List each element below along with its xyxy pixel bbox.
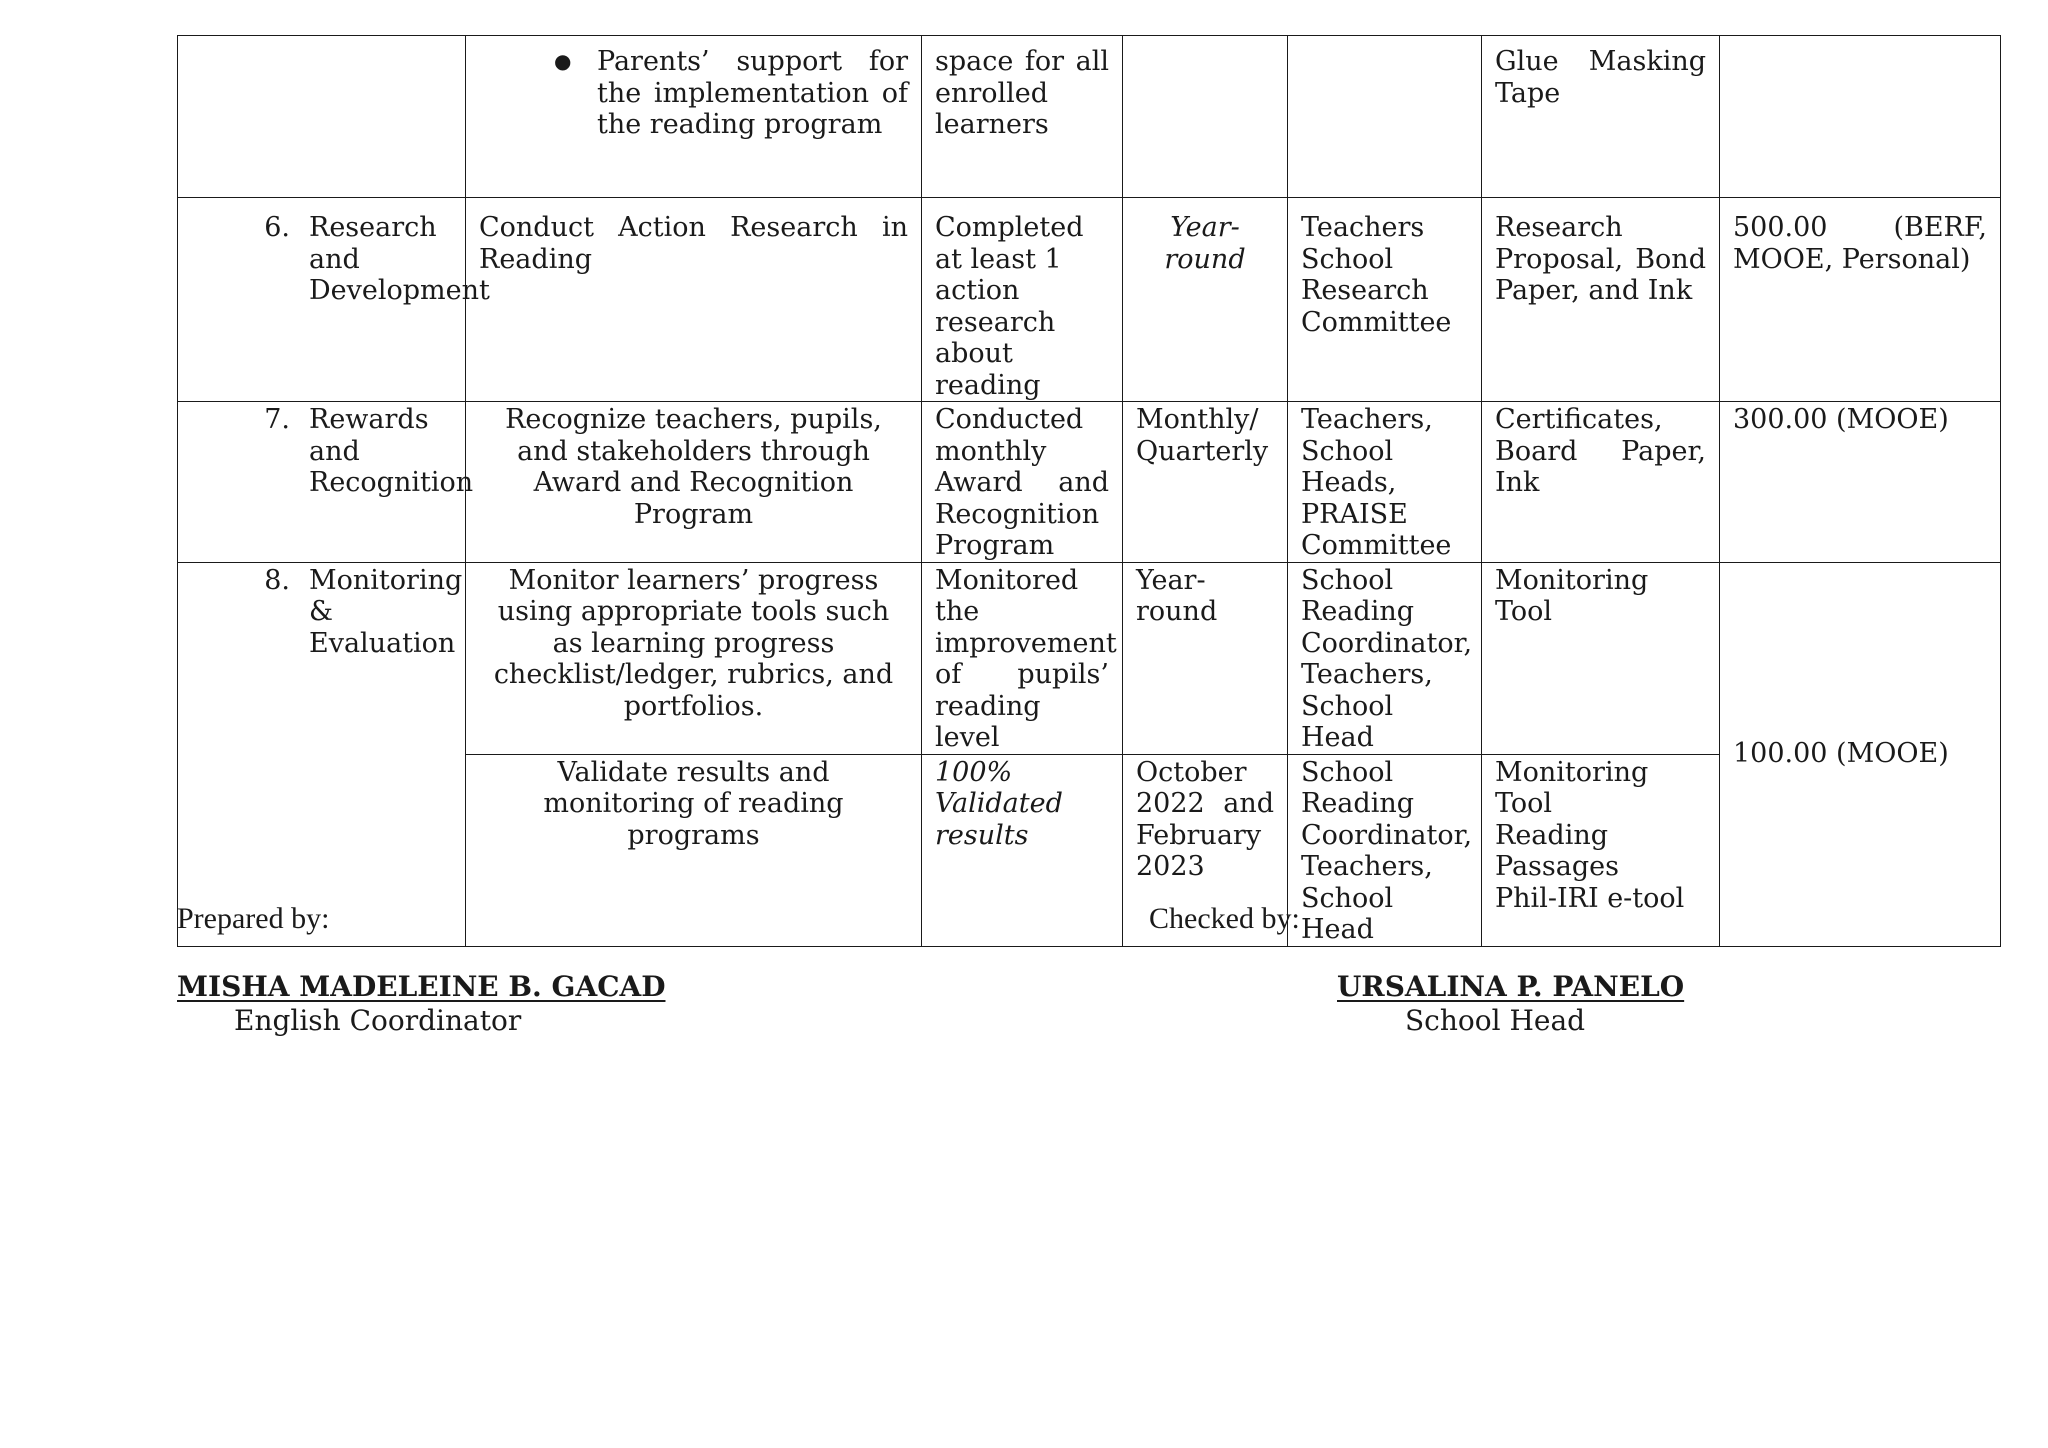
time-frame-cell (1123, 36, 1288, 198)
persons-cell: Teachers, School Heads, PRAISE Committee (1288, 402, 1482, 563)
resources-cell: Certificates, Board Paper, Ink (1482, 402, 1720, 563)
item-number: 6. (264, 212, 290, 243)
area-text: Research and Development (309, 212, 490, 306)
budget-cell: 300.00 (MOOE) (1720, 402, 2001, 563)
resources-cell: Monitoring Tool (1482, 562, 1720, 754)
strategy-cell: Monitor learners’ progress using appropriate tools such as learning progress checklist/ledger, rubrics, and portfolios. (466, 562, 922, 754)
budget-cell (1720, 36, 2001, 198)
persons-cell: School Reading Coordinator, Teachers, School Head (1288, 562, 1482, 754)
checked-by-name: URSALINA P. PANELO (1337, 970, 1685, 1003)
action-plan-table (177, 35, 2001, 947)
time-frame-cell: Year-round (1123, 562, 1288, 754)
table-row (178, 36, 2001, 198)
resources-cell: Glue Masking Tape (1482, 36, 1720, 198)
resources-cell (1482, 754, 1720, 946)
prepared-by-position: English Coordinator (234, 1004, 522, 1037)
indicator-cell: space for all enrolled learners (922, 36, 1123, 198)
budget-cell: 100.00 (MOOE) (1720, 562, 2001, 946)
persons-cell (1288, 36, 1482, 198)
resource-line: Monitoring Tool (1495, 756, 1649, 819)
persons-cell: Teachers School Research Committee (1288, 198, 1482, 402)
strategy-cell: Conduct Action Research in Reading (466, 198, 922, 402)
resource-line: Phil-IRI e-tool (1495, 882, 1685, 914)
area-cell (178, 198, 490, 402)
prepared-by-name: MISHA MADELEINE B. GACAD (177, 970, 666, 1003)
persons-cell: School Reading Coordinator, Teachers, School Head (1288, 754, 1482, 946)
area-text: Rewards and Recognition (309, 404, 474, 498)
table-row (178, 198, 2001, 402)
strategy-bullet (479, 46, 908, 141)
resource-line: Reading Passages (1495, 819, 1619, 882)
indicator-cell: Completed at least 1 action research about reading (922, 198, 1123, 402)
time-frame-cell: October 2022 and February 2023 (1123, 754, 1288, 946)
strategy-text: Parents’ support for the implementation of the reading program (597, 46, 908, 140)
area-cell (178, 562, 466, 946)
checked-by-label: Checked by: (1149, 902, 1300, 935)
item-number: 8. (264, 564, 290, 596)
table-row (178, 402, 2001, 563)
area-cell (178, 36, 466, 198)
strategy-cell: Recognize teachers, pupils, and stakeholders through Award and Recognition Program (466, 402, 922, 563)
indicator-cell: 100% Validated results (922, 754, 1123, 946)
item-number: 7. (264, 404, 290, 435)
bullet-icon: ● (554, 49, 572, 73)
budget-cell: 500.00 (BERF, MOOE, Personal) (1720, 198, 2001, 402)
indicator-cell: Monitored the improvement of pupils’ reading level (922, 562, 1123, 754)
table-row (178, 562, 2001, 754)
indicator-cell: Conducted monthly Award and Recognition Program (922, 402, 1123, 563)
resources-cell: Research Proposal, Bond Paper, and Ink (1482, 198, 1720, 402)
time-frame-cell: Year-round (1123, 198, 1288, 402)
strategy-cell: Validate results and monitoring of reading programs (466, 754, 922, 946)
checked-by-position: School Head (1405, 1004, 1586, 1037)
strategy-cell (466, 36, 922, 198)
prepared-by-label: Prepared by: (177, 902, 330, 935)
area-text: Monitoring & Evaluation (309, 564, 463, 659)
area-cell (178, 402, 474, 563)
time-frame-cell: Monthly/ Quarterly (1123, 402, 1288, 563)
